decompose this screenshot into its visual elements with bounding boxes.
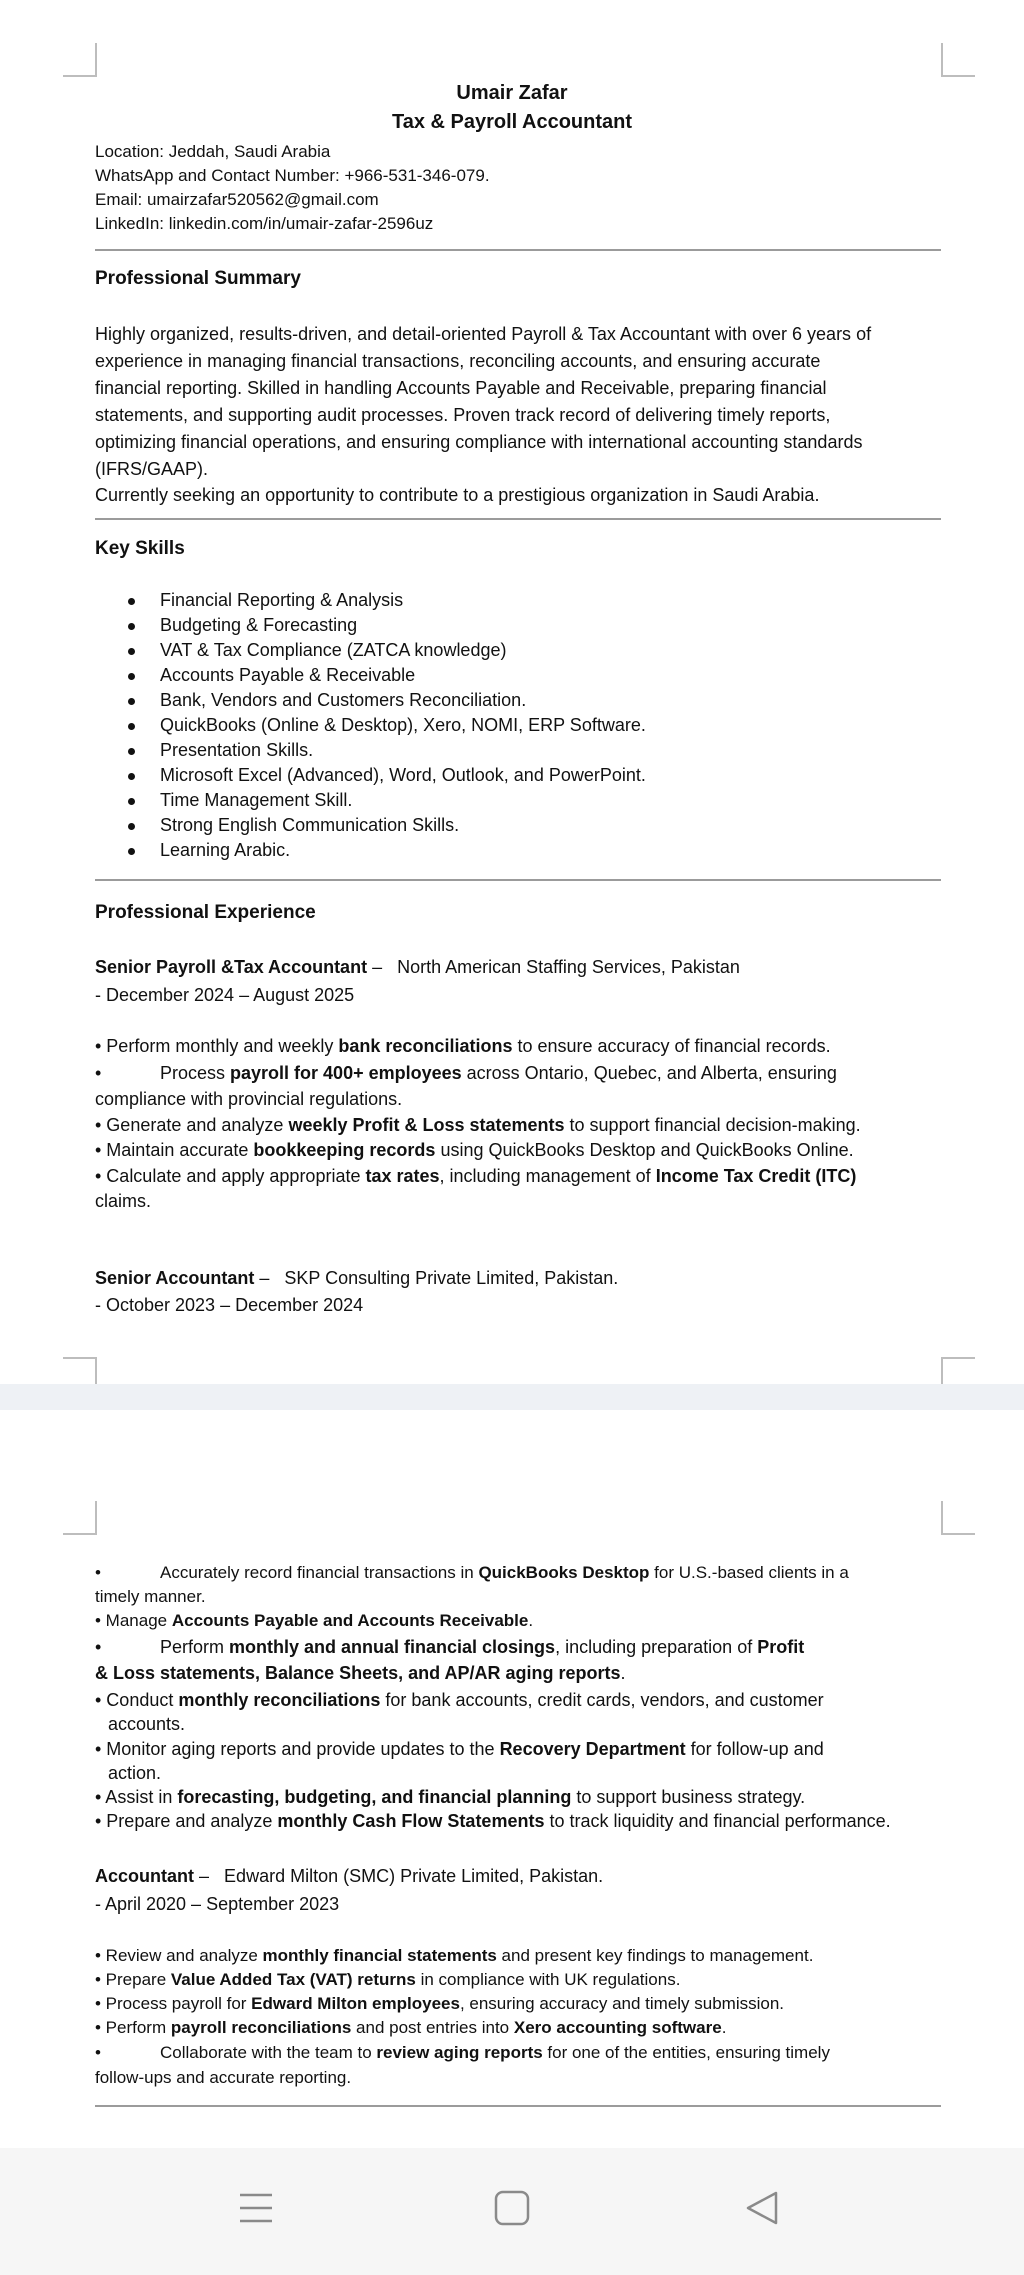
job-bullet: • Perform monthly and weekly bank reconciliations to ensure accuracy of financial records. [95,1036,831,1056]
job-bullet: • [95,1063,102,1083]
job-role: Senior Payroll &Tax Accountant [95,957,368,977]
bullet-icon [128,748,135,755]
job-bullet: • Assist in forecasting, budgeting, and financial planning to support business strategy. [95,1787,806,1807]
experience-heading: Professional Experience [95,902,316,923]
job-role: Senior Accountant [95,1268,255,1288]
bullet-icon [128,798,135,805]
job-bullet: • Maintain accurate bookkeeping records using QuickBooks Desktop and QuickBooks Online. [95,1140,854,1160]
job-bullet: • Manage Accounts Payable and Accounts Receivable. [95,1611,534,1630]
bullet-icon [128,648,135,655]
job-bullet: Process payroll for 400+ employees across Ontario, Quebec, and Alberta, ensuring [160,1063,837,1083]
divider [95,518,941,520]
summary-heading: Professional Summary [95,268,301,289]
job-dates: - December 2024 – August 2025 [95,985,355,1005]
summary-line: experience in managing financial transactions, reconciling accounts, and ensuring accurate [95,351,821,371]
skill-item: Accounts Payable & Receivable [125,663,825,688]
skill-item: Strong English Communication Skills. [125,813,825,838]
menu-icon[interactable] [238,2190,274,2226]
job-bullet: • [95,2043,101,2062]
system-nav-bar [0,2148,1024,2275]
bullet-icon [128,773,135,780]
job-title-line: Accountant – Edward Milton (SMC) Private Limited, Pakistan. [95,1866,604,1886]
contact-phone: WhatsApp and Contact Number: +966-531-346-079. [95,166,490,185]
job-bullet-cont: accounts. [108,1714,186,1734]
divider [95,2105,941,2107]
job-company: Edward Milton (SMC) Private Limited, Pakistan. [224,1866,604,1886]
job-bullet: • Monitor aging reports and provide updates to the Recovery Department for follow-up and [95,1739,824,1759]
page-corner-top-left [63,1501,97,1535]
job-title-line: Senior Payroll &Tax Accountant – North American Staffing Services, Pakistan [95,957,740,977]
bullet-icon [128,698,135,705]
job-bullet-cont: action. [108,1763,162,1783]
job-bullet: • Perform payroll reconciliations and post entries into Xero accounting software. [95,2018,727,2037]
candidate-name: Umair Zafar [456,82,568,104]
job-bullet: Perform monthly and annual financial closings, including preparation of Profit [160,1637,805,1657]
divider [95,249,941,251]
bullet-icon [128,623,135,630]
summary-line: (IFRS/GAAP). [95,459,209,479]
job-role: Accountant [95,1866,194,1886]
job-bullet: • [95,1637,102,1657]
page-gap [0,1384,1024,1410]
bullet-icon [128,673,135,680]
job-company: North American Staffing Services, Pakistan [397,957,740,977]
job-bullet-cont: timely manner. [95,1587,206,1606]
bullet-icon [128,598,135,605]
job-bullet: • Conduct monthly reconciliations for bank accounts, credit cards, vendors, and customer [95,1690,824,1710]
skill-item: Presentation Skills. [125,738,825,763]
job-bullet: • Prepare and analyze monthly Cash Flow Statements to track liquidity and financial performance. [95,1811,891,1831]
job-bullet-cont: claims. [95,1191,152,1211]
contact-email[interactable]: Email: umairzafar520562@gmail.com [95,190,379,209]
contact-location: Location: Jeddah, Saudi Arabia [95,142,331,161]
bullet-icon [128,823,135,830]
contact-linkedin[interactable]: LinkedIn: linkedin.com/in/umair-zafar-2596uz [95,214,434,233]
job-bullet: Accurately record financial transactions in QuickBooks Desktop for U.S.-based clients in a [160,1563,849,1582]
skill-item: QuickBooks (Online & Desktop), Xero, NOMI, ERP Software. [125,713,825,738]
job-dates: - April 2020 – September 2023 [95,1894,340,1914]
skills-list [125,588,825,863]
job-dates: - October 2023 – December 2024 [95,1295,364,1315]
skill-item: Financial Reporting & Analysis [125,588,825,613]
job-bullet-cont: & Loss statements, Balance Sheets, and AP/AR aging reports. [95,1663,626,1683]
bullet-icon [128,848,135,855]
divider [95,879,941,881]
job-bullet: • Generate and analyze weekly Profit & Loss statements to support financial decision-making. [95,1115,861,1135]
skill-item: Microsoft Excel (Advanced), Word, Outlook, and PowerPoint. [125,763,825,788]
job-bullet: • Process payroll for Edward Milton employees, ensuring accuracy and timely submission. [95,1994,785,2013]
job-bullet-cont: compliance with provincial regulations. [95,1089,403,1109]
summary-line: Highly organized, results-driven, and detail-oriented Payroll & Tax Accountant with over 6 years of [95,324,872,344]
page-corner-top-left [63,43,97,77]
candidate-title: Tax & Payroll Accountant [391,111,633,133]
page-corner-top-right [941,43,975,77]
job-bullet-cont: follow-ups and accurate reporting. [95,2068,352,2087]
job-bullet: Collaborate with the team to review aging reports for one of the entities, ensuring timely [160,2043,830,2062]
summary-line: Currently seeking an opportunity to contribute to a prestigious organization in Saudi Arabia. [95,485,820,505]
bullet-icon [128,723,135,730]
summary-line: optimizing financial operations, and ensuring compliance with international accounting standards [95,432,863,452]
home-square-icon[interactable] [494,2190,530,2226]
skills-heading: Key Skills [95,538,185,559]
back-triangle-icon[interactable] [744,2190,780,2226]
job-bullet: • Review and analyze monthly financial statements and present key findings to management. [95,1946,814,1965]
skill-item: Budgeting & Forecasting [125,613,825,638]
job-bullet: • Prepare Value Added Tax (VAT) returns in compliance with UK regulations. [95,1970,681,1989]
page-corner-top-right [941,1501,975,1535]
job-title-line: Senior Accountant – SKP Consulting Private Limited, Pakistan. [95,1268,619,1288]
job-bullet: • Calculate and apply appropriate tax rates, including management of Income Tax Credit (ITC) [95,1166,857,1186]
summary-line: financial reporting. Skilled in handling Accounts Payable and Receivable, preparing financial [95,378,827,398]
skill-item: Bank, Vendors and Customers Reconciliation. [125,688,825,713]
job-bullet: • [95,1563,101,1582]
skill-item: Learning Arabic. [125,838,825,863]
summary-line: statements, and supporting audit processes. Proven track record of delivering timely reports, [95,405,831,425]
skill-item: Time Management Skill. [125,788,825,813]
job-company: SKP Consulting Private Limited, Pakistan. [284,1268,619,1288]
skill-item: VAT & Tax Compliance (ZATCA knowledge) [125,638,825,663]
